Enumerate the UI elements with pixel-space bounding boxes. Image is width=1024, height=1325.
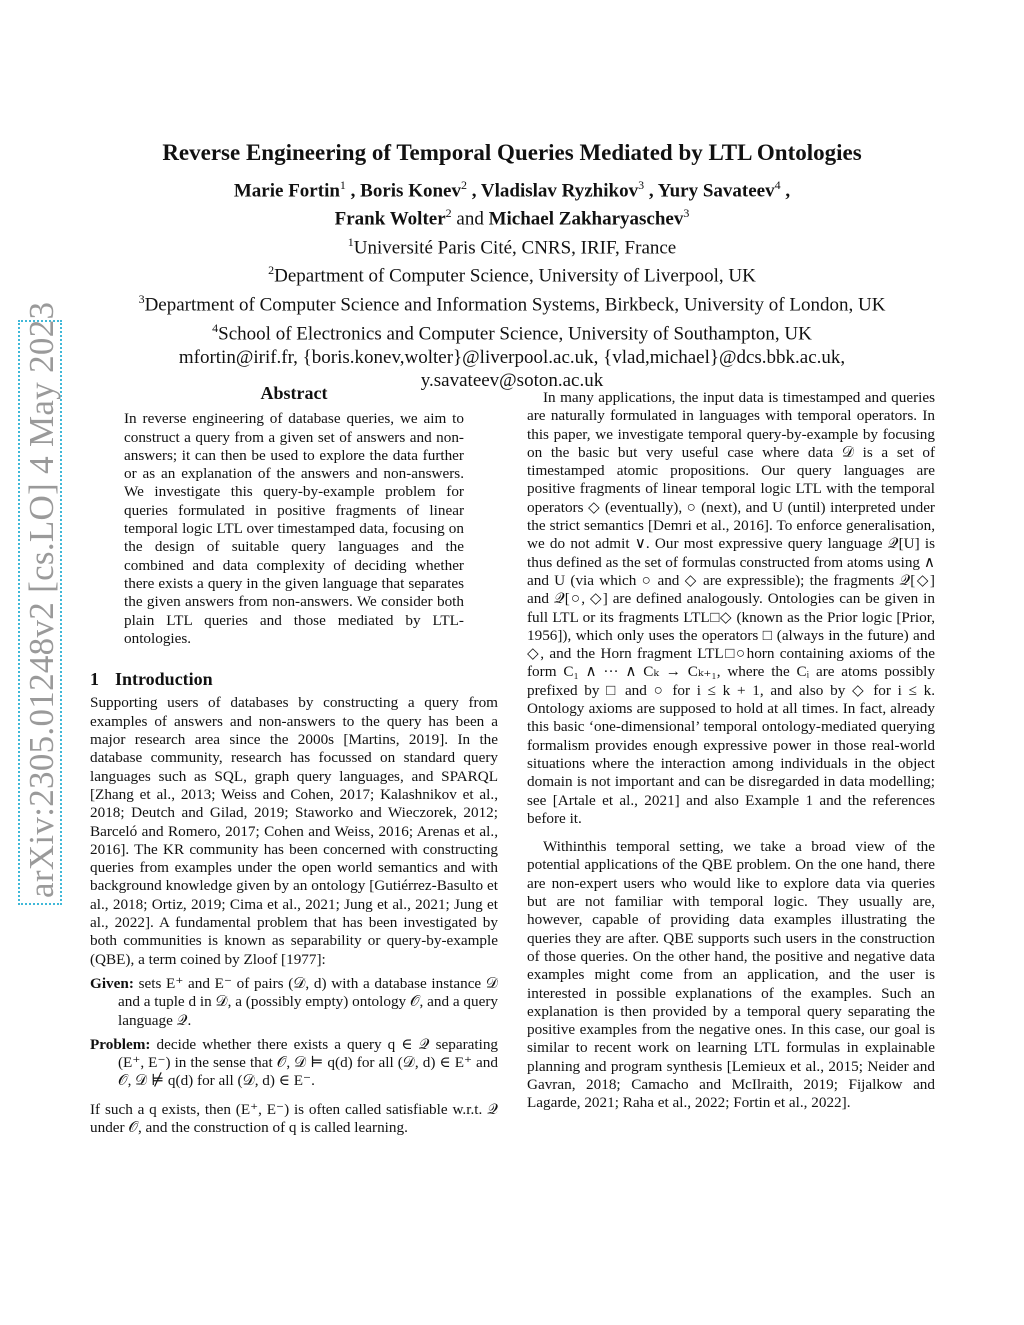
paper-title: Reverse Engineering of Temporal Queries Mediated by LTL Ontologies — [162, 140, 862, 165]
affiliation-mark: 3 — [138, 292, 145, 307]
body-paragraph: Withinthis temporal setting, we take a broad view of the potential applications of the QBE problem. On the one hand, there are non-expert users who would like to explore data via queries but are not familiar with temporal logic. They usually are, however, capable of providing data examples illustrating the queries they are after. QBE supports such users in the construction of those queries. On the other hand, the positive and negative data examples might come from an application, and the user is interested in possible explanations of the examples. Such an explanation is then provided by a temporal query separating the positive examples from the negative ones. In this case, our goal is similar to recent work on learning LTL formulas in explainable planning and program synthesis [Lemieux et al., 2015; Neider and Gavran, 2018; Camacho and McIlraith, 2019; Fijalkow and Lagarde, 2021; Raha et al., 2022; Fortin et al., 2022]. — [527, 838, 935, 1112]
section-title: Introduction — [115, 669, 213, 690]
author-name: Marie Fortin — [233, 180, 340, 202]
body-paragraph: In many applications, the input data is timestamped and queries are naturally formulated in languages with temporal operators. In this paper, we investigate temporal query-by-example by focusing on the basic but very useful case where data 𝒟 is a set of timestamped atomic propositions. Our query languages are positive fragments of linear temporal logic LTL with the temporal operators ◇ (eventually), ○ (next), and U (until) interpreted under the strict semantics [Demri et al., 2016]. To enforce generalisation, we do not admit ∨. Our most expressive query language 𝒬[U] is thus defined as the set of formulas constructed from atoms using ∧ and U (via which ○ and ◇ are expressible); the fragments 𝒬[◇] and 𝒬[○, ◇] are defined analogously. Ontologies can be given in full LTL or its fragments LTL□◇ (known as the Prior logic [Prior, 1956]), which only uses the operators □ (always in the future) and ◇, and the Horn fragment LTL□○horn containing axioms of the form C₁ ∧ ··· ∧ Cₖ → Cₖ₊₁, where the Cᵢ are atoms possibly prefixed by □ and ○ for i ≤ k + 1, and also by ◇ for i ≤ k. Ontology axioms are supposed to hold at all times. In fact, already this basic ‘one-dimensional’ temporal ontology-mediated querying formalism provides enough expressive power in those real-world situations where the interaction among individuals in the object domain is not important and can be disregarded in data modelling; see [Artale et al., 2021] and also Example 1 and the references before it. — [527, 389, 935, 827]
affiliation-mark: 4 — [212, 321, 219, 336]
problem-definition — [90, 1036, 498, 1091]
author-name: Boris Konev — [360, 180, 461, 202]
section-heading — [90, 670, 498, 688]
right-column — [527, 389, 935, 1113]
affiliation-list — [0, 231, 1024, 393]
affiliation-text: Université Paris Cité, CNRS, IRIF, France — [353, 236, 677, 258]
intro-paragraph: If such a q exists, then (E⁺, E⁻) is often called satisfiable w.r.t. 𝒬 under 𝒪, and the construction of q is called learning. — [90, 1100, 498, 1136]
affiliation-mark: 1 — [347, 234, 354, 249]
arxiv-stamp: arXiv:2305.01248v2 [cs.LO] 4 May 2023 — [22, 301, 61, 898]
abstract-heading: Abstract — [260, 383, 328, 403]
author-affil-mark: 2 — [460, 178, 467, 192]
email-line: y.savateev@soton.ac.uk — [420, 370, 604, 392]
author-list: Marie Fortin$^1$ , Boris Konev$^2$ , Vladislav Ryzhikov$^3$ , Yury Savateev$^4$ , Frank Wolter$^2$ and Michael Zakharyaschev$^3$ — [233, 178, 791, 230]
section-number: 1 — [90, 669, 99, 690]
left-column — [90, 384, 498, 1137]
author-affil-mark: 3 — [638, 178, 645, 192]
given-text: sets E⁺ and E⁻ of pairs (𝒟, d) with a database instance 𝒟 and a tuple d in 𝒟, a (possibly empty) ontology 𝒪, and a query language 𝒬. — [118, 974, 498, 1029]
affiliation — [0, 231, 1024, 260]
affiliation — [0, 317, 1024, 346]
problem-text: decide whether there exists a query q ∈ 𝒬 separating (E⁺, E⁻) in the sense that 𝒪, 𝒟 ⊨ q(d) for all (𝒟, d) ∈ E⁺ and 𝒪, 𝒟 ⊭ q(d) for all (𝒟, d) ∈ E⁻. — [118, 1035, 499, 1090]
author-name: Vladislav Ryzhikov — [480, 180, 639, 202]
author-name: Frank Wolter — [334, 208, 446, 230]
affiliation — [0, 288, 1024, 317]
author-affil-mark: 1 — [339, 178, 346, 192]
author-affil-mark: 3 — [683, 206, 690, 221]
problem-label: Problem: — [90, 1035, 151, 1053]
author-affil-mark: 2 — [445, 206, 452, 221]
given-definition — [90, 975, 498, 1030]
abstract — [124, 384, 464, 648]
author-affil-mark: 4 — [774, 178, 781, 192]
affiliation-text: Department of Computer Science and Information Systems, Birkbeck, University of London, UK — [144, 294, 886, 316]
affiliation — [0, 259, 1024, 288]
intro-paragraph: Supporting users of databases by constructing a query from examples of answers and non-answers to the query has been a major research area since the 2000s [Martins, 2019]. In the database community, research has focussed on standard query languages such as SQL, graph query languages, and SPARQL [Zhang et al., 2013; Weiss and Cohen, 2017; Kalashnikov et al., 2018; Deutch and Gilad, 2019; Staworko and Wieczorek, 2012; Barceló and Romero, 2017; Cohen and Weiss, 2016; Arenas et al., 2016]. The KR community has been concerned with constructing queries from examples under the open world semantics and with background knowledge given by an ontology [Gutiérrez-Basulto et al., 2018; Ortiz, 2019; Cima et al., 2021; Jung et al., 2021; Jung et al., 2022]. A fundamental problem that has been investigated by both communities is known as separability or query-by-example (QBE), a term coined by Zloof [1977]: — [90, 694, 498, 968]
and-word: and — [456, 208, 484, 230]
affiliation-mark: 2 — [268, 263, 275, 278]
paper-header — [0, 140, 1024, 393]
affiliation-text: School of Electronics and Computer Science, University of Southampton, UK — [218, 323, 812, 345]
email-line: mfortin@irif.fr, {boris.konev,wolter}@liverpool.ac.uk, {vlad,michael}@dcs.bbk.ac.uk, — [178, 346, 846, 368]
abstract-text: In reverse engineering of database queries, we aim to construct a query from a given set of answers and non-answers; it can then be used to explore the data further or as an explanation of the answers and non-answers. We investigate this query-by-example problem for queries formulated in positive fragments of linear temporal logic LTL over timestamped data, focusing on the design of suitable query languages and the combined and data complexity of deciding whether there exists a query in the given language that separates the given answers from non-answers. We consider both plain LTL queries and those mediated by LTL-ontologies. — [124, 410, 464, 647]
affiliation-text: Department of Computer Science, University of Liverpool, UK — [274, 265, 756, 287]
author-name: Michael Zakharyaschev — [488, 208, 684, 230]
given-label: Given: — [90, 974, 134, 992]
author-name: Yury Savateev — [657, 180, 775, 202]
